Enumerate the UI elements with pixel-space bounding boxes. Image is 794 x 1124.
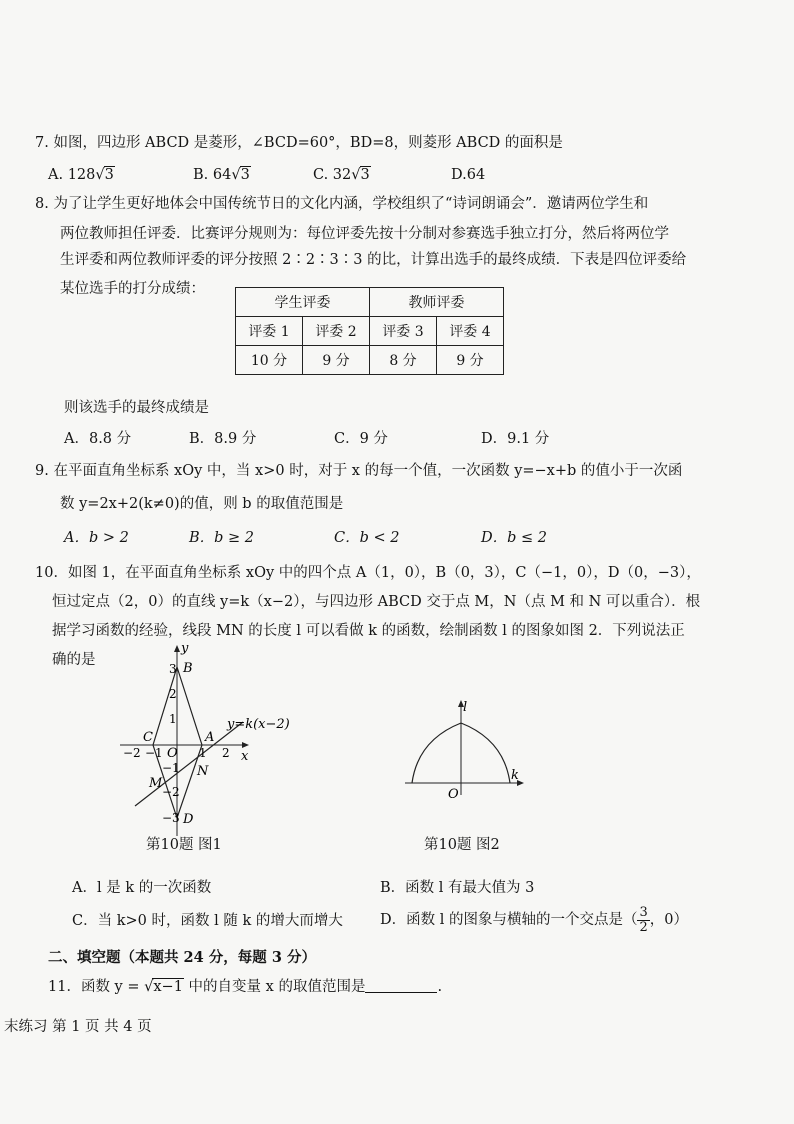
fig1-tick-y-2: 2 bbox=[169, 687, 177, 701]
fig1-tick-x-neg2: −2 bbox=[123, 746, 141, 760]
q8-line-3: 生评委和两位教师评委的评分按照 2∶2∶3∶3 的比，计算出选手的最终成绩．下表是四位评委给 bbox=[60, 252, 687, 268]
q10-option-a: A．l 是 k 的一次函数 bbox=[72, 880, 212, 896]
fig1-label-x: x bbox=[241, 749, 249, 764]
figure-2-caption: 第10题 图2 bbox=[424, 837, 500, 853]
q10-line-2: 恒过定点（2，0）的直线 y=k（x−2），与四边形 ABCD 交于点 M，N（点 M 和 N 可以重合）．根 bbox=[52, 594, 701, 610]
q7-option-b: B. 64√3 bbox=[193, 167, 250, 183]
score-table-header-row bbox=[236, 288, 504, 317]
fig1-label-origin: O bbox=[167, 746, 178, 761]
q8-question: 则该选手的最终成绩是 bbox=[64, 400, 209, 416]
fig1-tick-y-1: 1 bbox=[169, 712, 177, 726]
q11-line: 11．函数 y = √x−1 中的自变量 x 的取值范围是 . bbox=[48, 979, 443, 995]
fig1-tick-x-1: 1 bbox=[199, 746, 207, 760]
fig1-label-y: y bbox=[181, 641, 189, 656]
figure-2-function-graph bbox=[400, 695, 530, 805]
q7-option-d: D.64 bbox=[451, 167, 486, 183]
fig1-line-label: y=k(x−2) bbox=[227, 717, 290, 732]
q9-option-b: B．b ≥ 2 bbox=[189, 530, 255, 546]
fig1-tick-y-neg1: −1 bbox=[162, 761, 180, 775]
score-2: 9 分 bbox=[303, 346, 370, 375]
judge-2: 评委 2 bbox=[303, 317, 370, 346]
fig1-label-c: C bbox=[143, 730, 153, 745]
figure-1-caption: 第10题 图1 bbox=[146, 837, 222, 853]
q7-option-c: C. 32√3 bbox=[313, 167, 370, 183]
q10-line-4: 确的是 bbox=[52, 652, 96, 668]
q8-option-c: C．9 分 bbox=[334, 431, 388, 447]
q8-line-2: 两位教师担任评委．比赛评分规则为：每位评委先按十分制对参赛选手独立打分，然后将两位学 bbox=[60, 226, 669, 242]
fig1-label-a: A bbox=[205, 730, 215, 745]
q7-option-a: A. 128√3 bbox=[48, 167, 114, 183]
q9-option-c: C．b < 2 bbox=[334, 530, 400, 546]
fig1-label-d: D bbox=[183, 812, 194, 827]
q8-option-b: B．8.9 分 bbox=[189, 431, 257, 447]
q9-line-2: 数 y=2x+2(k≠0)的值，则 b 的取值范围是 bbox=[60, 496, 344, 512]
fig1-x-arrow bbox=[242, 742, 249, 748]
group-students: 学生评委 bbox=[236, 288, 370, 317]
q10-line-3: 据学习函数的经验，线段 MN 的长度 l 可以看做 k 的函数，绘制函数 l 的图象如图 2．下列说法正 bbox=[52, 623, 685, 639]
q9-line-1: 9. 在平面直角坐标系 xOy 中，当 x>0 时，对于 x 的每一个值，一次函数 y=−x+b 的值小于一次函 bbox=[35, 463, 683, 479]
fraction-three-halves: $\frac{3}{2}$ bbox=[639, 904, 648, 935]
q10-option-d: D．函数 l 的图象与横轴的一个交点是（ $\frac{3}{2}$ ，0） bbox=[380, 904, 688, 935]
page-footer: 末练习 第 1 页 共 4 页 bbox=[4, 1019, 152, 1035]
fig2-label-l: l bbox=[463, 700, 468, 715]
score-4: 9 分 bbox=[437, 346, 504, 375]
fig2-label-k: k bbox=[511, 768, 519, 783]
q11-answer-blank bbox=[365, 978, 437, 993]
q10-line-1: 10．如图 1，在平面直角坐标系 xOy 中的四个点 A（1，0），B（0，3），C（−1，0），D（0，−3）， bbox=[35, 565, 701, 581]
fig1-label-n: N bbox=[197, 764, 209, 779]
score-3: 8 分 bbox=[370, 346, 437, 375]
judge-3: 评委 3 bbox=[370, 317, 437, 346]
judge-1: 评委 1 bbox=[236, 317, 303, 346]
fig1-y-arrow bbox=[174, 645, 180, 652]
score-1: 10 分 bbox=[236, 346, 303, 375]
fig1-tick-x-2: 2 bbox=[222, 746, 230, 760]
q9-option-d: D．b ≤ 2 bbox=[481, 530, 548, 546]
fig2-label-origin: O bbox=[448, 787, 459, 802]
score-table bbox=[235, 287, 504, 375]
fig1-label-b: B bbox=[183, 661, 193, 676]
section-2-title: 二、填空题（本题共 24 分，每题 3 分） bbox=[48, 949, 316, 966]
fig1-tick-y-neg3: −3 bbox=[162, 811, 180, 825]
q8-option-a: A．8.8 分 bbox=[64, 431, 132, 447]
q7-stem: 7. 如图，四边形 ABCD 是菱形，∠BCD=60°，BD=8，则菱形 ABCD 的面积是 bbox=[35, 135, 563, 151]
q8-option-d: D．9.1 分 bbox=[481, 431, 550, 447]
score-table-judge-row bbox=[236, 317, 504, 346]
q9-option-a: A．b > 2 bbox=[64, 530, 129, 546]
fig1-tick-y-neg2: −2 bbox=[162, 785, 180, 799]
fig1-tick-x-neg1: −1 bbox=[145, 746, 163, 760]
q10-option-b: B．函数 l 有最大值为 3 bbox=[380, 880, 535, 896]
group-teachers: 教师评委 bbox=[370, 288, 504, 317]
score-table-score-row bbox=[236, 346, 504, 375]
fig1-label-m: M bbox=[149, 776, 163, 791]
fig1-tick-y-3: 3 bbox=[169, 662, 177, 676]
judge-4: 评委 4 bbox=[437, 317, 504, 346]
q8-line-1: 8. 为了让学生更好地体会中国传统节日的文化内涵，学校组织了“诗词朗诵会”．邀请两位学生和 bbox=[35, 196, 649, 212]
q8-line-4: 某位选手的打分成绩： bbox=[60, 281, 205, 297]
figure-1-rhombus-graph bbox=[115, 640, 310, 840]
q10-option-c: C．当 k>0 时，函数 l 随 k 的增大而增大 bbox=[72, 913, 343, 929]
